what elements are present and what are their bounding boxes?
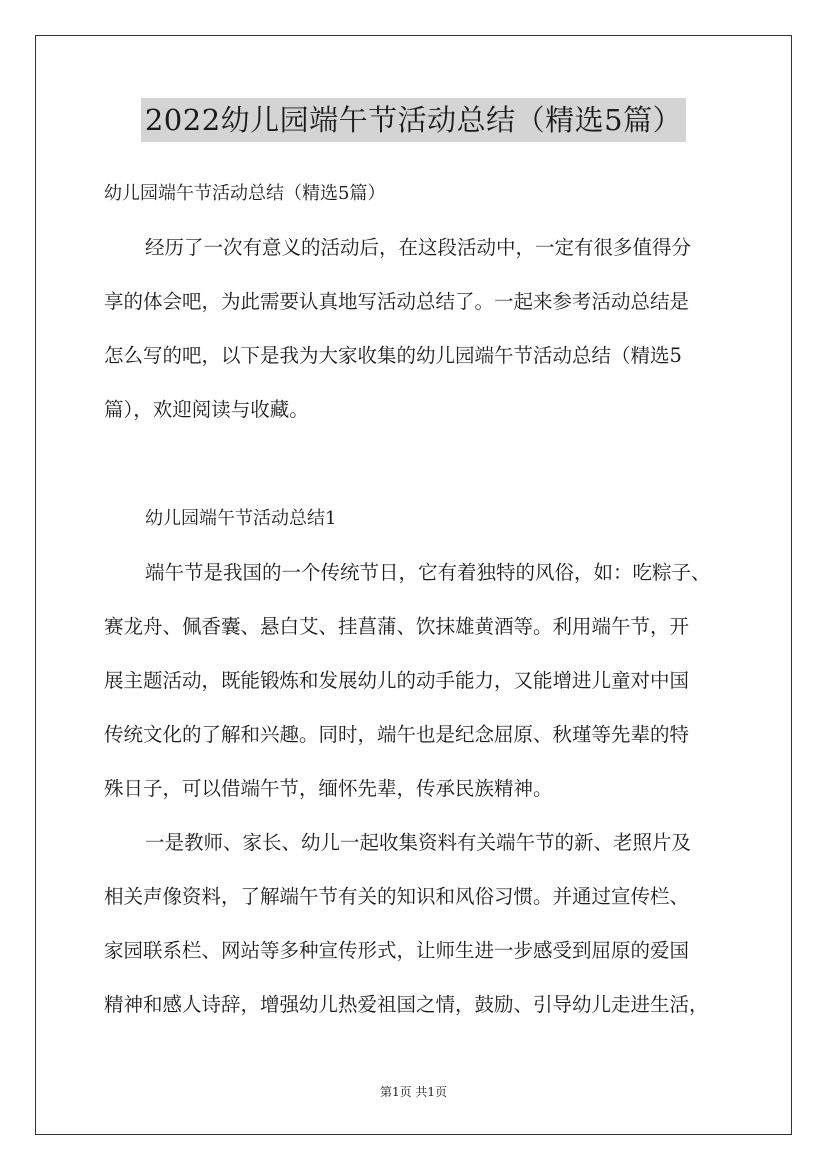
intro-line: 经历了一次有意义的活动后，在这段活动中，一定有很多值得分 (145, 236, 692, 259)
paragraph-line: 展主题活动，既能锻炼和发展幼儿的动手能力，又能增进儿童对中国 (104, 669, 690, 692)
paragraph-line: 赛龙舟、佩香囊、悬白艾、挂菖蒲、饮抹雄黄酒等。利用端午节，开 (104, 615, 690, 638)
paragraph-line: 一是教师、家长、幼儿一起收集资料有关端午节的新、老照片及 (145, 831, 692, 854)
intro-line: 享的体会吧，为此需要认真地写活动总结了。一起来参考活动总结是 (104, 290, 690, 313)
intro-line: 篇），欢迎阅读与收藏。 (104, 398, 309, 421)
paragraph-line: 相关声像资料，了解端午节有关的知识和风俗习惯。并通过宣传栏、 (104, 885, 690, 908)
paragraph-line: 家园联系栏、网站等多种宣传形式，让师生进一步感受到屈原的爱国 (104, 939, 690, 962)
paragraph-line: 精神和感人诗辞，增强幼儿热爱祖国之情，鼓励、引导幼儿走进生活， (104, 993, 709, 1016)
page-footer: 第1页 共1页 (379, 1085, 448, 1099)
title-container (0, 98, 827, 142)
section-heading: 幼儿园端午节活动总结1 (145, 508, 337, 529)
document-title: 2022幼儿园端午节活动总结（精选5篇） (141, 98, 686, 142)
paragraph-line: 殊日子，可以借端午节，缅怀先辈，传承民族精神。 (104, 777, 553, 800)
intro-line: 怎么写的吧，以下是我为大家收集的幼儿园端午节活动总结（精选5 (104, 344, 682, 367)
paragraph-line: 传统文化的了解和兴趣。同时，端午也是纪念屈原、秋瑾等先辈的特 (104, 723, 690, 746)
paragraph-line: 端午节是我国的一个传统节日，它有着独特的风俗，如：吃粽子、 (145, 561, 711, 584)
document-subtitle: 幼儿园端午节活动总结（精选5篇） (104, 183, 386, 204)
